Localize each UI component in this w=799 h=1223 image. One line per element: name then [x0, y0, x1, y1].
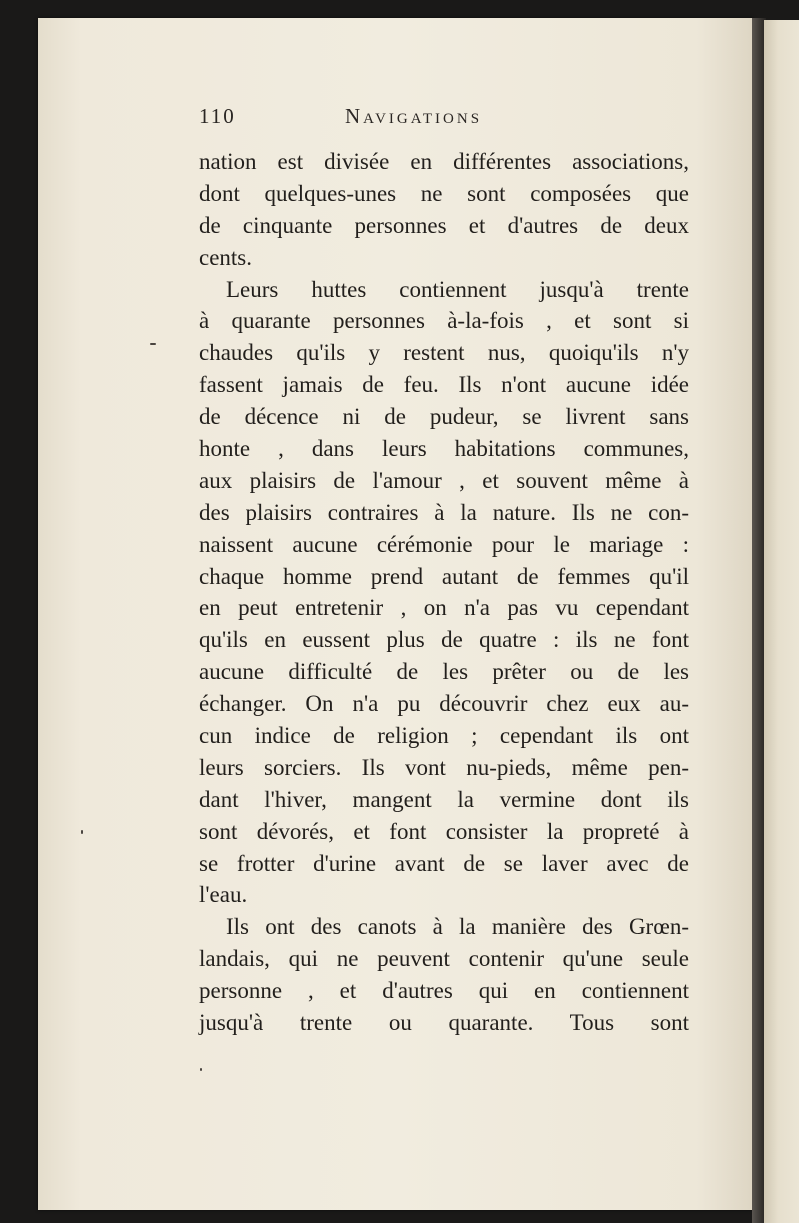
text-line: Ils ont des canots à la manière des Grœn- — [226, 914, 689, 940]
text-line: en peut entretenir , on n'a pas vu cependant — [199, 595, 689, 621]
text-line: jusqu'à trente ou quarante. Tous sont — [199, 1010, 689, 1036]
paper-speck — [81, 830, 83, 834]
running-title: Navigations — [345, 104, 483, 128]
text-line: naissent aucune cérémonie pour le mariage : — [199, 531, 689, 557]
text-line: l'eau. — [199, 882, 248, 908]
facing-page-edge — [764, 20, 799, 1223]
paper-speck — [200, 1068, 202, 1071]
text-line: dant l'hiver, mangent la vermine dont ils — [199, 786, 689, 812]
body-text — [199, 146, 689, 1039]
text-line: sont dévorés, et font consister la propreté à — [199, 818, 689, 844]
text-line: fassent jamais de feu. Ils n'ont aucune idée — [199, 372, 689, 398]
text-line: se frotter d'urine avant de se laver avec de — [199, 850, 689, 876]
page-number: 110 — [199, 104, 236, 128]
text-line: chaudes qu'ils y restent nus, quoiqu'ils n'y — [199, 340, 689, 366]
text-line: landais, qui ne peuvent contenir qu'une seule — [199, 946, 689, 972]
text-line: dont quelques-unes ne sont composées que — [199, 180, 689, 206]
text-line: à quarante personnes à-la-fois , et sont si — [199, 308, 689, 334]
text-line: de décence ni de pudeur, se livrent sans — [199, 404, 689, 430]
text-line: personne , et d'autres qui en contiennent — [199, 978, 689, 1004]
page-header — [199, 104, 699, 132]
text-line: chaque homme prend autant de femmes qu'il — [199, 563, 689, 589]
text-line: honte , dans leurs habitations communes, — [199, 436, 689, 462]
text-line: nation est divisée en différentes associations, — [199, 149, 689, 174]
text-line: qu'ils en eussent plus de quatre : ils ne font — [199, 627, 689, 653]
text-line: Leurs huttes contiennent jusqu'à trente — [226, 276, 689, 302]
text-line: de cinquante personnes et d'autres de deux — [199, 212, 689, 238]
paper-speck — [150, 343, 156, 345]
text-line: échanger. On n'a pu découvrir chez eux au- — [199, 691, 689, 717]
text-line: cun indice de religion ; cependant ils ont — [199, 723, 689, 749]
text-line: aux plaisirs de l'amour , et souvent même à — [199, 467, 689, 493]
text-line: leurs sorciers. Ils vont nu-pieds, même pen- — [199, 754, 689, 780]
text-line: cents. — [199, 244, 253, 270]
text-line: aucune difficulté de les prêter ou de les — [199, 659, 689, 685]
text-line: des plaisirs contraires à la nature. Ils ne con- — [199, 499, 689, 525]
